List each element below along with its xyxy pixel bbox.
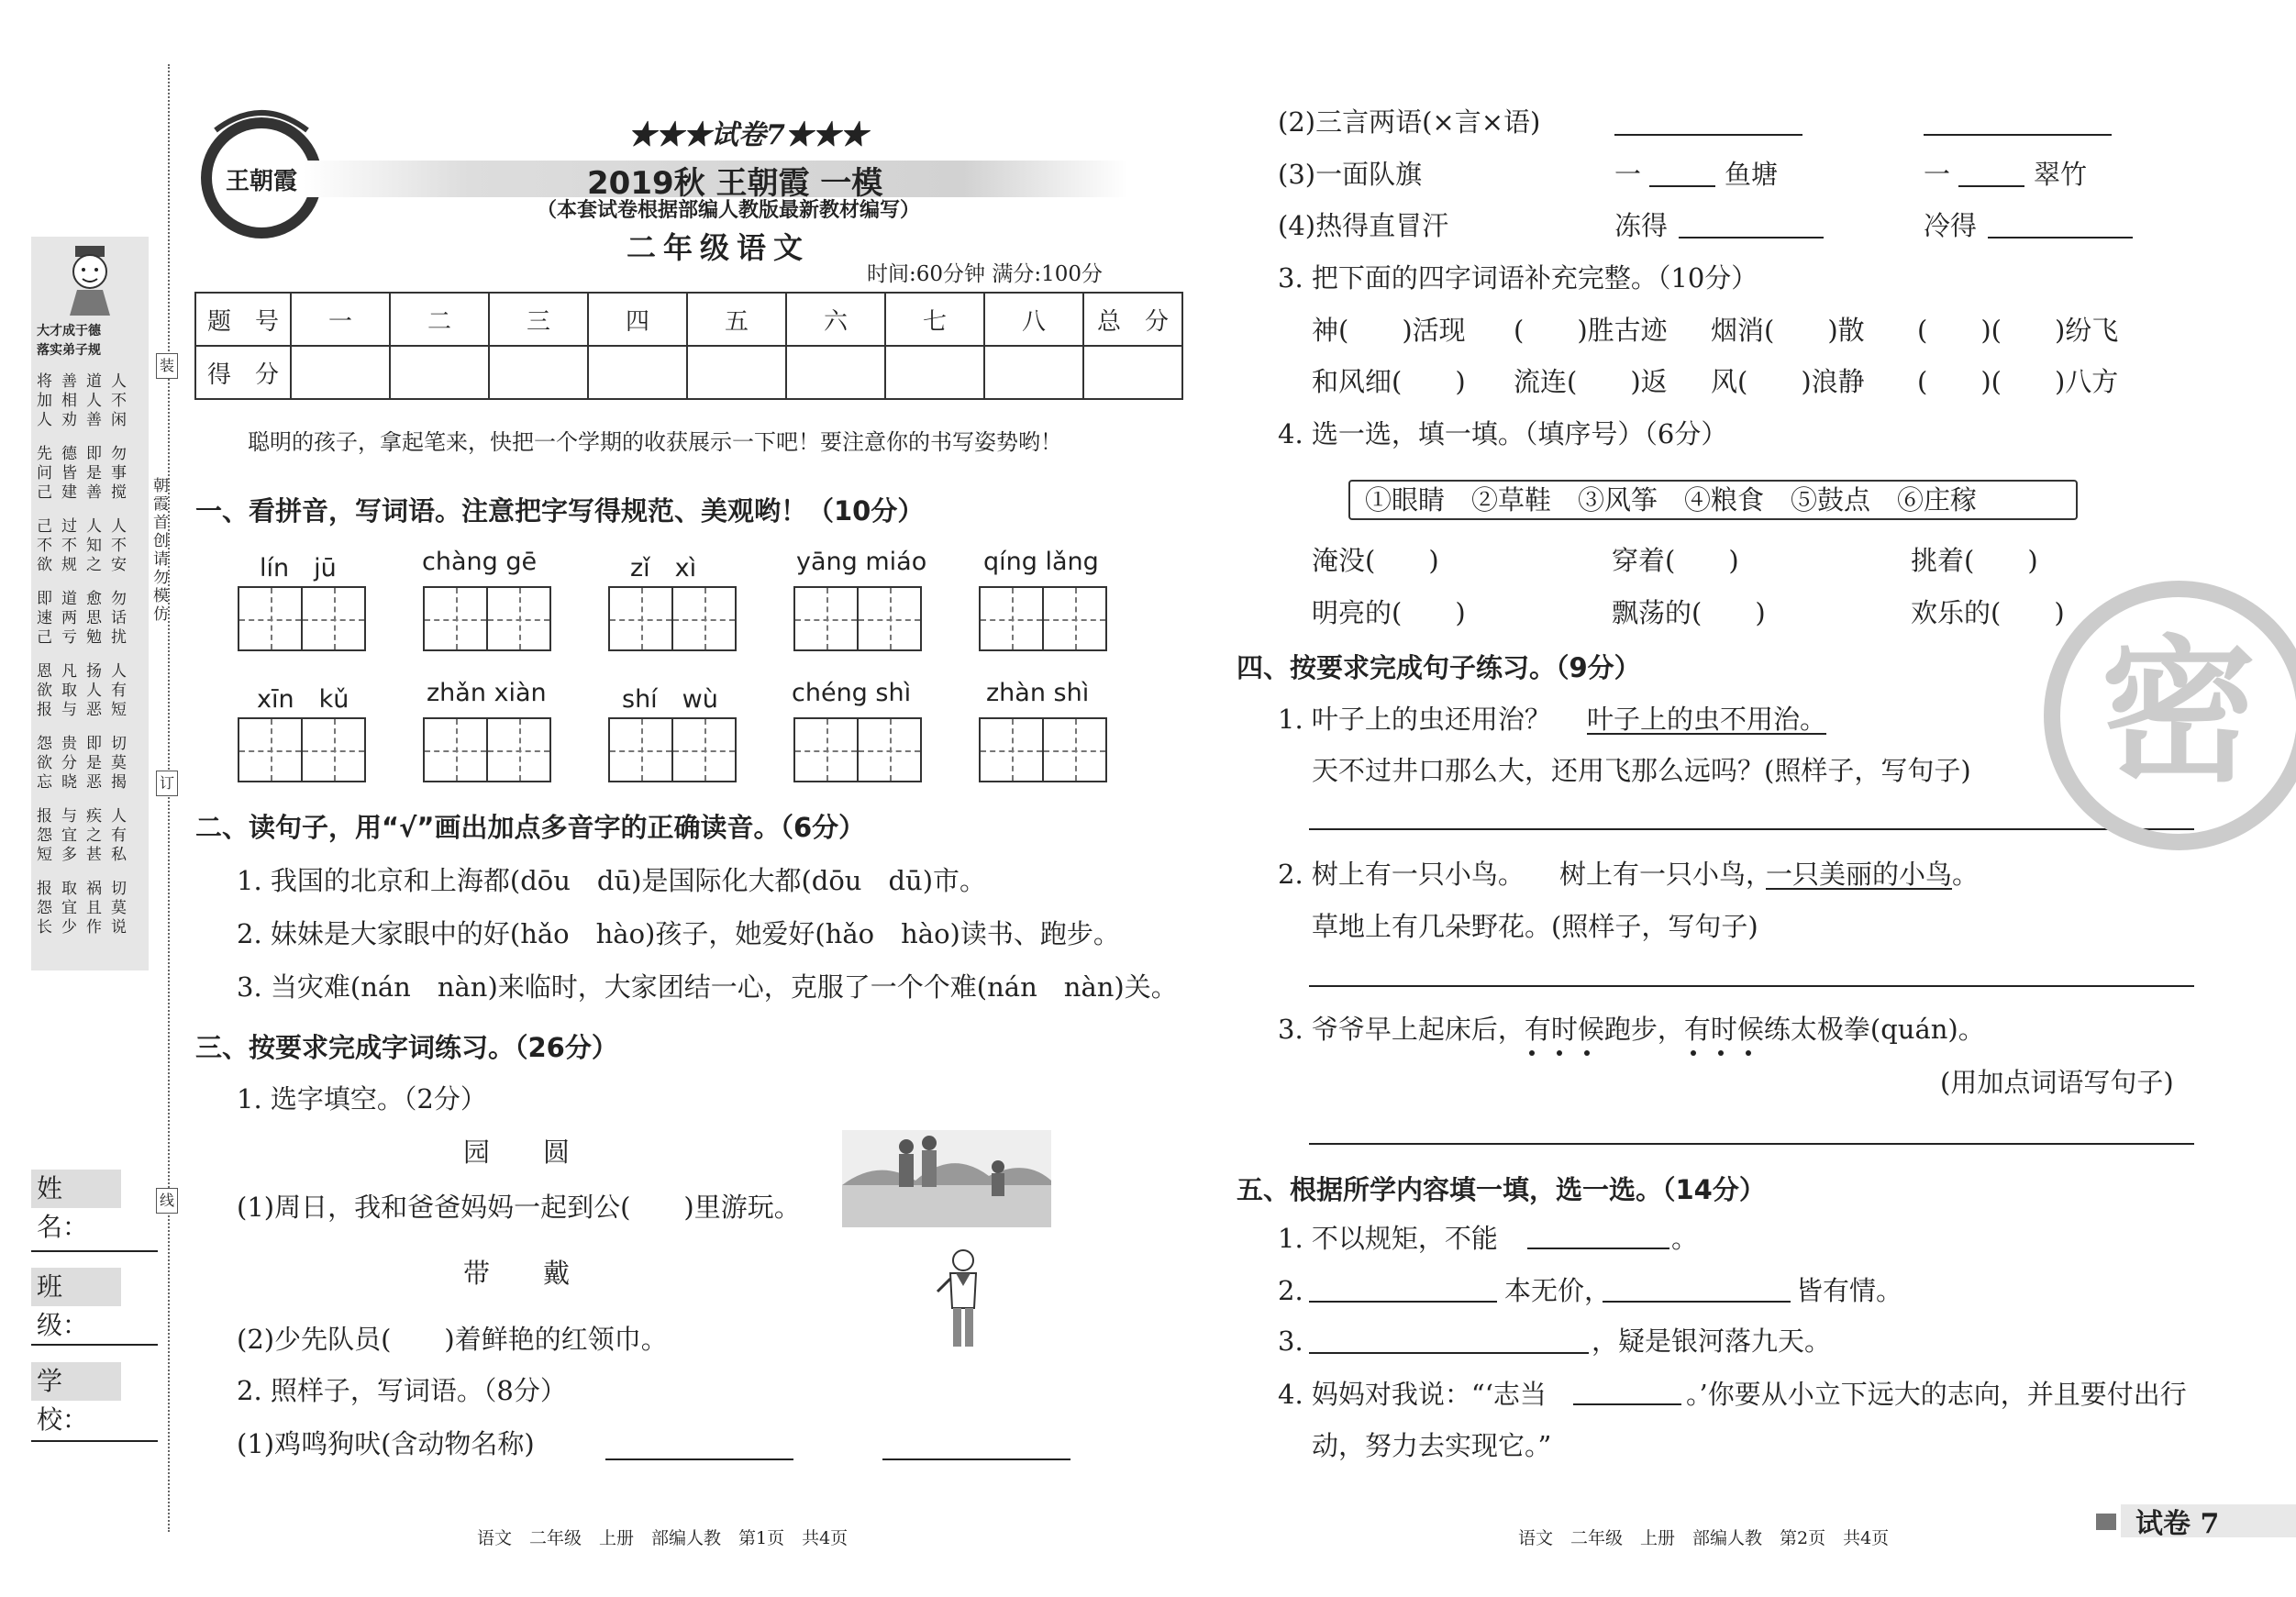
question-4-3b: (用加点词语写句子) [1940,1067,2174,1098]
question-5-1b: 。 [1671,1223,1699,1254]
question-5-2a: 2. [1278,1275,1303,1306]
question-3-3-title: 3. 把下面的四字词语补充完整。（10分） [1278,262,1758,294]
motto-line: 不不知不 [37,537,136,555]
footer-right: 语文 二年级 上册 部编人教 第2页 共4页 [1518,1528,1890,1548]
young-pioneer-illustration [934,1248,989,1350]
measure-word-prefix: 一 [1924,159,1951,190]
motto-line: 将善道人 [37,372,136,391]
question-5-4b: 。’你要从小立下远大的志向，并且要付出行 [1686,1379,2187,1410]
question-2-3: 3. 当灾难(nán nàn)来临时，大家团结一心，克服了一个个难(nán nàn)关。 [237,971,1178,1003]
question-3-1-title: 1. 选字填空。（2分） [237,1083,487,1115]
answer-blank[interactable] [1958,185,2024,187]
writing-grid[interactable] [423,586,549,651]
school-label: 学 校： [31,1362,121,1401]
answer-blank[interactable] [1924,134,2112,136]
answer-line[interactable] [1309,1143,2194,1145]
phrase-prefix: 冷得 [1924,210,1978,241]
motto-group [37,735,139,793]
time-score: 时间:60分钟 满分:100分 [867,262,1103,286]
side-mark-3: 线 [156,1188,178,1214]
fill-item: 明亮的( ) [1312,597,1466,628]
motto-line: 怨宜且莫 [37,899,136,917]
motto-line: 欲分是莫 [37,754,136,772]
word-choice-box: ①眼睛 ②草鞋 ③风筝 ④粮食 ⑤鼓点 ⑥庄稼 [1348,480,2078,520]
pinyin: zhàn shì [986,679,1090,707]
badge-top: 大才成于德 [37,324,101,338]
score-header: 八 [984,293,1083,346]
school-field[interactable] [31,1440,158,1442]
vertical-note: 朝霞首创 请勿模仿 [153,477,169,624]
answer-blank[interactable] [1614,134,1802,136]
idiom: ( )( )八方 [1917,366,2119,397]
writing-grid[interactable] [793,586,920,651]
motto-line: 己过人人 [37,517,136,536]
writing-grid[interactable] [238,717,364,782]
score-header: 七 [885,293,984,346]
motto-group [37,662,139,720]
binding-line [168,64,170,1532]
pinyin: qíng lǎng [983,548,1099,576]
question-4-1b: 叶子上的虫不用治。 [1587,704,1827,735]
question-3-4-title: 4. 选一选，填一填。（填序号）（6分） [1278,418,1728,449]
answer-blank[interactable] [1573,1403,1681,1405]
motto-line: 短多甚私 [37,846,136,864]
motto-group [37,517,139,575]
answer-line[interactable] [1309,985,2194,987]
answer-blank[interactable] [1649,185,1715,187]
idiom: 风( )浪静 [1711,366,1865,397]
fill-item: 飘荡的( ) [1612,597,1766,628]
confidential-stamp [2041,578,2296,853]
section-3-title: 三、按要求完成字词练习。（26分） [195,1032,618,1063]
motto-line: 欲取人有 [37,682,136,700]
measure-word-noun: 鱼塘 [1725,159,1779,190]
paper-tag: ★★★试卷7★★★ [628,119,868,151]
pinyin: chéng shì [792,679,912,707]
answer-blank[interactable] [1679,237,1824,238]
section-4-title: 四、按要求完成句子练习。（9分） [1237,652,1641,683]
question-3-1-1: (1)周日，我和爸爸妈妈一起到公( )里游玩。 [237,1192,801,1223]
motto-line: 报与恶短 [37,701,136,719]
score-header: 三 [489,293,588,346]
question-4-2a: 2. 树上有一只小鸟。 [1278,859,1525,890]
motto-line: 速两思话 [37,609,136,627]
fill-item: 欢乐的( ) [1911,597,2065,628]
question-3-2-4: (4)热得直冒汗 [1278,210,1449,241]
section-1-title: 一、看拼音，写词语。注意把字写得规范、美观哟！（10分） [195,495,925,527]
paper-tag-footer: 试卷 7 [2135,1508,2220,1540]
score-header: 总 分 [1083,293,1182,346]
question-5-4c: 动，努力去实现它。” [1312,1430,1552,1461]
pinyin: zhǎn xiàn [427,679,547,707]
score-row-label: 得 分 [195,346,291,399]
question-2-2: 2. 妹妹是大家眼中的好(hǎo hào)孩子，她爱好(hǎo hào)读书、跑步。 [237,918,1120,949]
score-header: 五 [687,293,786,346]
word-pair: 带 戴 [463,1258,571,1289]
question-4-2d: 。 [1952,859,1980,890]
motto-line: 怨贵即切 [37,735,136,753]
exam-title: 2019秋 王朝霞 一模 [587,165,883,202]
motto-line: 报取祸切 [37,880,136,898]
motto-line: 怨宜之有 [37,826,136,845]
phrase-prefix: 冻得 [1614,210,1669,241]
question-5-3b: ，疑是银河落九天。 [1592,1325,1832,1357]
score-cell[interactable] [489,346,588,399]
scholar-cartoon-icon [51,244,128,317]
idiom: 和风细( ) [1312,366,1466,397]
pinyin: lín jū [260,554,337,582]
idiom: 神( )活现 [1312,315,1466,346]
score-cell[interactable] [291,346,390,399]
motto-block [37,372,139,950]
name-label: 姓 名： [31,1170,121,1208]
answer-blank[interactable] [1527,1248,1669,1249]
answer-blank[interactable] [1309,1352,1589,1354]
motto-group [37,880,139,937]
motto-line: 即道愈勿 [37,590,136,608]
motto-line: 问皆是事 [37,464,136,482]
emphasis-dots [1686,1044,1778,1061]
pinyin: zǐ xì [630,554,697,582]
side-mark-1: 装 [156,353,178,379]
measure-word-noun: 翠竹 [2034,159,2088,190]
question-4-1c: 天不过井口那么大，还用飞那么远吗？(照样子，写句子) [1312,755,1971,786]
pinyin: shí wù [622,685,718,714]
writing-grid[interactable] [423,717,549,782]
question-4-1a: 1. 叶子上的虫还用治？ [1278,704,1551,735]
motto-line: 欲规之安 [37,556,136,574]
exam-subtitle: （本套试卷根据部编人教版最新教材编写） [537,198,921,222]
motto-line: 长少作说 [37,918,136,937]
grade-subject: 二年级语文 [627,230,811,265]
emphasis-dots [1525,1044,1616,1061]
answer-blank[interactable] [882,1458,1070,1460]
question-2-1: 1. 我国的北京和上海都(dōu dū)是国际化大都(dōu dū)市。 [237,865,987,896]
footer-left: 语文 二年级 上册 部编人教 第1页 共4页 [477,1528,849,1548]
fill-item: 穿着( ) [1612,545,1739,576]
score-header: 六 [786,293,885,346]
motto-line: 先德即勿 [37,445,136,463]
score-table [194,292,1183,400]
score-cell[interactable] [390,346,489,399]
fill-item: 淹没( ) [1312,545,1439,576]
class-label: 班 级： [31,1268,121,1306]
idiom: 烟消( )散 [1711,315,1865,346]
question-5-3a: 3. [1278,1325,1303,1357]
park-family-illustration [842,1130,1051,1227]
pinyin: chàng gē [422,548,538,576]
question-5-2b: 本无价， [1504,1275,1612,1306]
fill-item: 挑着( ) [1911,545,2038,576]
side-mark-2: 订 [156,771,178,796]
class-field[interactable] [31,1344,158,1346]
score-header: 二 [390,293,489,346]
pinyin: xīn kǔ [257,685,349,714]
motto-line: 己亏勉扰 [37,628,136,647]
motto-group [37,590,139,648]
question-3-2-1: (1)鸡鸣狗吠(含动物名称) [237,1428,535,1459]
motto-line: 加相人不 [37,392,136,410]
score-cell[interactable] [786,346,885,399]
writing-grid[interactable] [793,717,920,782]
measure-word-prefix: 一 [1614,159,1642,190]
question-3-1-2: (2)少先队员( )着鲜艳的红领巾。 [237,1324,668,1355]
question-5-1a: 1. 不以规矩，不能 [1278,1223,1498,1254]
motto-line: 恩凡扬人 [37,662,136,681]
score-header: 一 [291,293,390,346]
question-4-2c: 一只美丽的小鸟 [1766,859,1953,890]
badge-bottom: 落实弟子规 [37,343,101,358]
writing-grid[interactable] [979,586,1105,651]
answer-blank[interactable] [1603,1301,1791,1303]
score-header: 四 [588,293,687,346]
stamp-char: 密 [2100,622,2257,804]
score-cell[interactable] [1083,346,1182,399]
question-5-2c: 皆有情。 [1796,1275,1903,1306]
word-pair: 园 圆 [463,1137,571,1168]
logo-text: 王朝霞 [225,168,298,195]
question-3-2-2: (2)三言两语(×言×语) [1278,106,1541,138]
motto-line: 己建善搅 [37,483,136,502]
writing-grid[interactable] [608,717,735,782]
writing-grid[interactable] [608,586,735,651]
answer-blank[interactable] [605,1458,793,1460]
section-2-title: 二、读句子，用“√”画出加点多音字的正确读音。（6分） [195,812,866,843]
answer-blank[interactable] [1309,1301,1497,1303]
question-4-3a: 3. 爷爷早上起床后，有时候跑步，有时候练太极拳(quán)。 [1278,1014,1985,1045]
question-5-4a: 4. 妈妈对我说：“‘志当 [1278,1379,1547,1410]
motto-line: 报与疾人 [37,807,136,826]
answer-blank[interactable] [1988,237,2133,238]
writing-grid[interactable] [238,586,364,651]
score-cell[interactable] [687,346,786,399]
score-cell[interactable] [984,346,1083,399]
question-3-2-3: (3)一面队旗 [1278,159,1423,190]
motto-group [37,807,139,865]
question-3-2-title: 2. 照样子，写词语。（8分） [237,1375,567,1406]
score-cell[interactable] [885,346,984,399]
question-4-2b: 树上有一只小鸟， [1559,859,1773,890]
tag-decor [2096,1514,2116,1530]
name-field[interactable] [31,1250,158,1252]
intro-text: 聪明的孩子，拿起笔来，快把一个学期的收获展示一下吧！要注意你的书写姿势哟！ [248,429,1062,455]
motto-group [37,372,139,430]
motto-line: 人劝善闲 [37,411,136,429]
motto-group [37,445,139,503]
idiom: ( )( )纷飞 [1917,315,2119,346]
writing-grid[interactable] [979,717,1105,782]
idiom: 流连( )返 [1514,366,1668,397]
pinyin: yāng miáo [796,548,927,576]
idiom: ( )胜古迹 [1514,315,1668,346]
score-header: 题 号 [195,293,291,346]
question-4-2e: 草地上有几朵野花。(照样子，写句子) [1312,911,1758,942]
score-cell[interactable] [588,346,687,399]
section-5-title: 五、根据所学内容填一填，选一选。（14分） [1237,1174,1766,1205]
motto-line: 忘晓恶揭 [37,773,136,792]
